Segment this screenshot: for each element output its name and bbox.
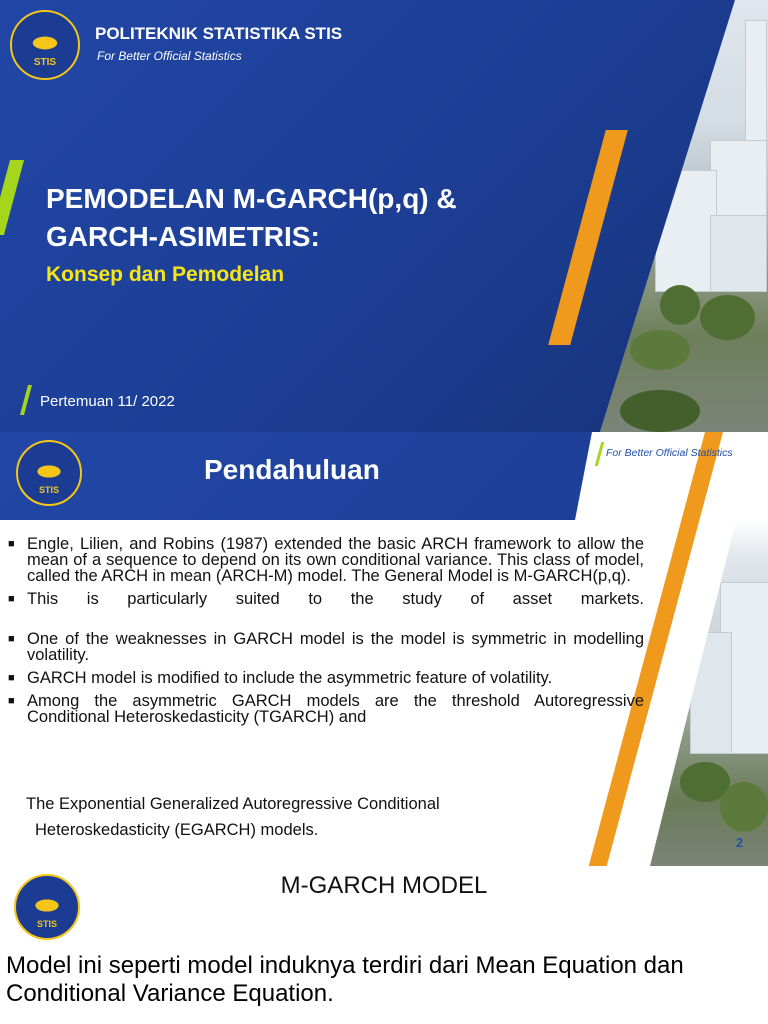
logo-emblem-icon-2 (29, 461, 69, 482)
meeting-label: Pertemuan 11/ 2022 (40, 393, 175, 410)
slide-mgarch (0, 866, 768, 1024)
logo-text-3: STIS (36, 919, 57, 929)
institution-tagline: For Better Official Statistics (97, 49, 242, 63)
title-line-2: GARCH-ASIMETRIS: (46, 221, 320, 252)
continuation-line-2: Heteroskedasticity (EGARCH) models. (35, 821, 319, 839)
stis-logo-2 (16, 440, 82, 506)
logo-text-2: STIS (38, 485, 59, 495)
page-number: 2 (736, 835, 744, 850)
slide-introduction (0, 432, 768, 866)
bullet-item: ■ Engle, Lilien, and Robins (1987) extended the basic ARCH framework to allow the mean of a sequence to depend on its own conditional variance. This class of model, called the ARCH in mean (ARCH-M) model. The General Model is M-GARCH(p,q). (8, 536, 644, 584)
stis-logo (10, 10, 80, 80)
bullet-list (8, 536, 644, 732)
presentation-subtitle: Konsep dan Pemodelan (46, 263, 285, 286)
slide-title: M-GARCH MODEL (280, 872, 488, 899)
accent-green-slash-2 (595, 442, 604, 466)
slide-title (0, 0, 768, 432)
title-line-1: PEMODELAN M-GARCH(p,q) & (46, 183, 457, 214)
slide-title: Pendahuluan (204, 454, 380, 485)
slide-body: Model ini seperti model induknya terdiri dari Mean Equation dan Conditional Variance Equation. (6, 952, 684, 1007)
bullet-item: ■ This is particularly suited to the study of asset markets. (8, 591, 644, 607)
slide-tagline: For Better Official Statistics (606, 447, 733, 459)
continuation-line-1: The Exponential Generalized Autoregressive Conditional (26, 795, 440, 813)
bullet-item: ■ GARCH model is modified to include the asymmetric feature of volatility. (8, 670, 644, 686)
bullet-item: ■ Among the asymmetric GARCH models are the threshold Autoregressive Conditional Heteroskedasticity (TGARCH) and (8, 693, 644, 725)
institution-name: POLITEKNIK STATISTIKA STIS (95, 24, 343, 43)
presentation-title (46, 180, 566, 256)
logo-text: STIS (33, 57, 57, 68)
logo-emblem-icon (24, 32, 66, 54)
header-band (0, 432, 768, 520)
bullet-item: ■ One of the weaknesses in GARCH model is the model is symmetric in modelling volatility. (8, 631, 644, 663)
